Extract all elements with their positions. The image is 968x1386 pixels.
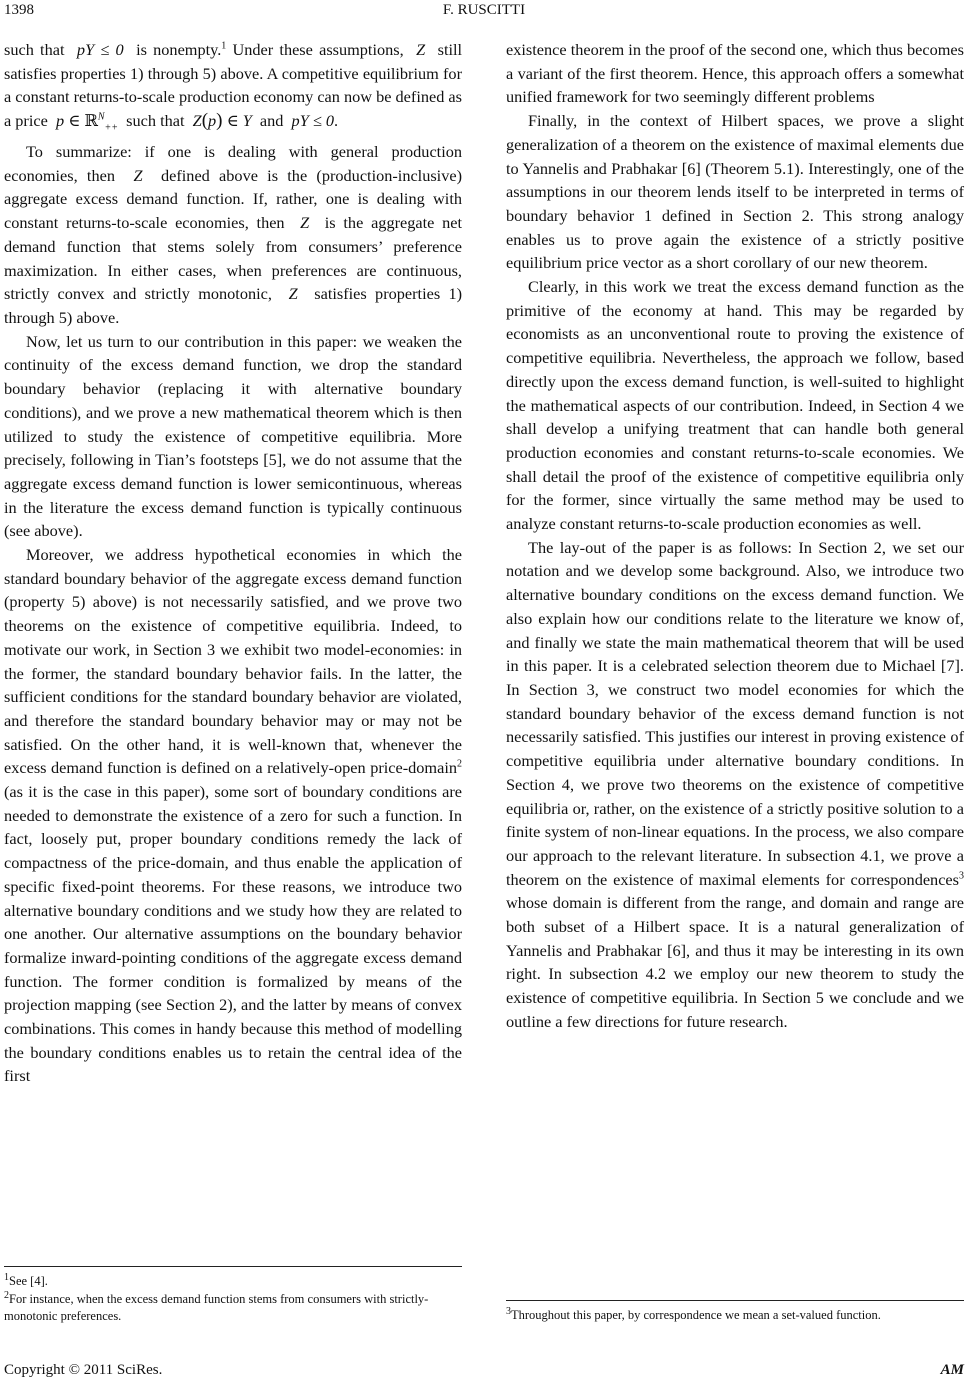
running-head: F. RUSCITTI (442, 2, 526, 18)
footnote-text: Throughout this paper, by correspondence we mean a set-valued function. (511, 1308, 881, 1322)
math-Z: Z (416, 40, 426, 59)
paragraph (4, 38, 462, 140)
footnote-rule (506, 1300, 964, 1301)
footnote (4, 1291, 462, 1325)
footnote-marker: 3 (959, 870, 964, 882)
text-run: (as it is the case in this paper), some sort of boundary conditions are needed to demonstrate the existence of a zero for such a function. In fact, loosely put, proper boundary conditions remedy the lack of compactness of the price-domain, and thus enable the application of specific fixed-point theorems. For these reasons, we introduce two alternative boundary conditions and we study how they are related to one another. Our alternative assumptions on the boundary behavior formalize inward-pointing conditions of the aggregate excess demand function. The former condition is formalized by means of the projection mapping (see Section 2), and the latter by means of convex combinations. This comes in handy because this method of modelling the boundary conditions enables us to retain the central idea of the first (4, 782, 462, 1086)
journal-abbrev: AM (940, 1362, 964, 1378)
text-run: such that (4, 40, 65, 59)
copyright-notice: Copyright © 2011 SciRes. (4, 1362, 163, 1378)
footnote (4, 1273, 462, 1290)
footnote-rule (4, 1266, 462, 1267)
text-run: Moreover, we address hypothetical economies in which the standard boundary behavior of the aggregate excess demand function (property 5) above) is not necessarily satisfied, and we prove two theorems on the existence of competitive equilibria. Indeed, to motivate our work, in Section 3 we exhibit two model-economies: in the former, the standard boundary behavior fails. In the latter, the sufficient conditions for the standard boundary behavior are violated, and therefore the standard boundary behavior may or may not be satisfied. On the other hand, it is well-known that, whenever the excess demand function is defined on a relatively-open price-domain (4, 545, 462, 778)
page-number: 1398 (4, 2, 34, 18)
paragraph (4, 140, 462, 330)
footnote (506, 1307, 964, 1324)
math-Z: Z (288, 284, 298, 304)
math-p-in-R-N-plusplus: p ∈ ℝ$^N_{++}$ (55, 111, 119, 134)
footnote-marker: 1 (221, 40, 227, 52)
left-column (4, 38, 462, 1088)
text-run: and (259, 111, 284, 131)
math-Z: Z (300, 213, 310, 233)
paragraph (506, 536, 964, 1034)
paragraph: Finally, in the context of Hilbert spaces, we prove a slight generalization of a theorem on the existence of maximal elements due to Yannelis and Prabhakar [6] (Theorem 5.1). Interestingly, one of the assumptions in our theorem lends itself to be interpreted in terms of boundary behavior 1 defined in Section 2. This strong analogy enables us to prove again the existence of a strictly positive equilibrium price vector as a short corollary of our new theorem. (506, 111, 964, 273)
text-run: To summarize: if one is dealing with general production economies, then (4, 142, 462, 185)
footnotes-right (506, 1300, 964, 1325)
text-run: . (333, 111, 339, 131)
footnote-marker: 2 (457, 758, 462, 770)
footnote-mark: 2 (4, 1289, 9, 1301)
text-run: defined above is the (production-inclusive) aggregate excess demand function. If, rather, one is dealing with constant returns-to-scale economies, then (4, 165, 462, 233)
text-run: still satisfies properties 1) through 5) above. A competitive equilibrium for a constant returns-to-scale production economy can now be defined as a price (4, 40, 463, 131)
footnote-text: See [4]. (9, 1274, 48, 1288)
text-run: such that (126, 111, 185, 131)
text-run: Under these assumptions, (232, 40, 404, 59)
math-Z: Z (133, 165, 143, 185)
right-column (506, 38, 964, 1034)
math-pY-leq-0: pY ≤ 0 (291, 111, 334, 131)
math-Z-of-p-in-Y: Z(p) ∈ Y (192, 110, 252, 132)
text-run: is the aggregate net demand function that stems solely from consumers’ preference maximization. In either cases, when preferences are continuous, strictly convex and strictly monotonic, (4, 213, 463, 304)
text-run: whose domain is different from the range, and domain and range are both subset of a Hilbert space. It is a natural generalization of Yannelis and Prabhakar [6], and thus it may be interesting in its own right. In subsection 4.2 we employ our new theorem to study the existence of competitive equilibria. In Section 5 we conclude and we outline a few directions for future research. (506, 893, 964, 1031)
math-pY-leq-0: pY ≤ 0 (76, 40, 124, 59)
footnotes-left (4, 1266, 462, 1326)
text-run: is nonempty. (136, 40, 222, 59)
text-run: satisfies properties 1) through 5) above. (4, 284, 463, 327)
page-footer (0, 1362, 968, 1382)
paragraph (4, 543, 462, 1088)
text-run: The lay-out of the paper is as follows: In Section 2, we set our notation and we develop some background. Also, we introduce two alternative boundary conditions on the excess demand function. We also explain how our conditions relate to the literature we know of, and finally we state the main mathematical theorem that will be used in this paper. It is a celebrated selection theorem due to Michael [7]. In Section 3, we construct two model economies for which the standard boundary behavior of the excess demand function is not necessarily satisfied. This justifies our interest in proving existence of competitive equilibria under alternative boundary conditions. In Section 4, we prove two theorems on the existence of competitive equilibria or, rather, on the existence of a strictly positive solution to a finite system of non-linear equations. In the process, we also compare our approach to the relevant literature. In subsection 4.1, we prove a theorem on the existence of maximal elements for correspondences (506, 537, 964, 889)
footnote-mark: 3 (506, 1305, 511, 1317)
footnote-text: For instance, when the excess demand function stems from consumers with strictly-monotonic preferences. (4, 1292, 429, 1323)
footnote-mark: 1 (4, 1271, 9, 1283)
paragraph: existence theorem in the proof of the second one, which thus becomes a variant of the first theorem. Hence, this approach offers a somewhat unified framework for two seemingly different problems (506, 40, 964, 107)
paragraph: Now, let us turn to our contribution in this paper: we weaken the continuity of the excess demand function, we drop the standard boundary behavior (replacing it with alternative boundary conditions), and we prove a new mathematical theorem which is then utilized to study the existence of competitive equilibria. More precisely, following in Tian’s footsteps [5], we do not assume that the aggregate excess demand function is lower semicontinuous, whereas in the literature the excess demand function is typically continuous (see above). (4, 331, 462, 541)
paragraph: Clearly, in this work we treat the excess demand function as the primitive of the economy at hand. This may be regarded by economists as an unconventional route to proving the existence of competitive equilibria. Nevertheless, the approach we follow, based directly upon the excess demand function, is well-suited to highlight the mathematical aspects of our contribution. Indeed, in Section 4 we shall develop a unifying treatment that can handle both general production economies and constant returns-to-scale economies. We shall detail the proof of the existence of competitive equilibria only for the former, since virtually the same method may be used to analyze constant returns-to-scale production economies as well. (506, 277, 964, 534)
page-header (0, 0, 968, 28)
